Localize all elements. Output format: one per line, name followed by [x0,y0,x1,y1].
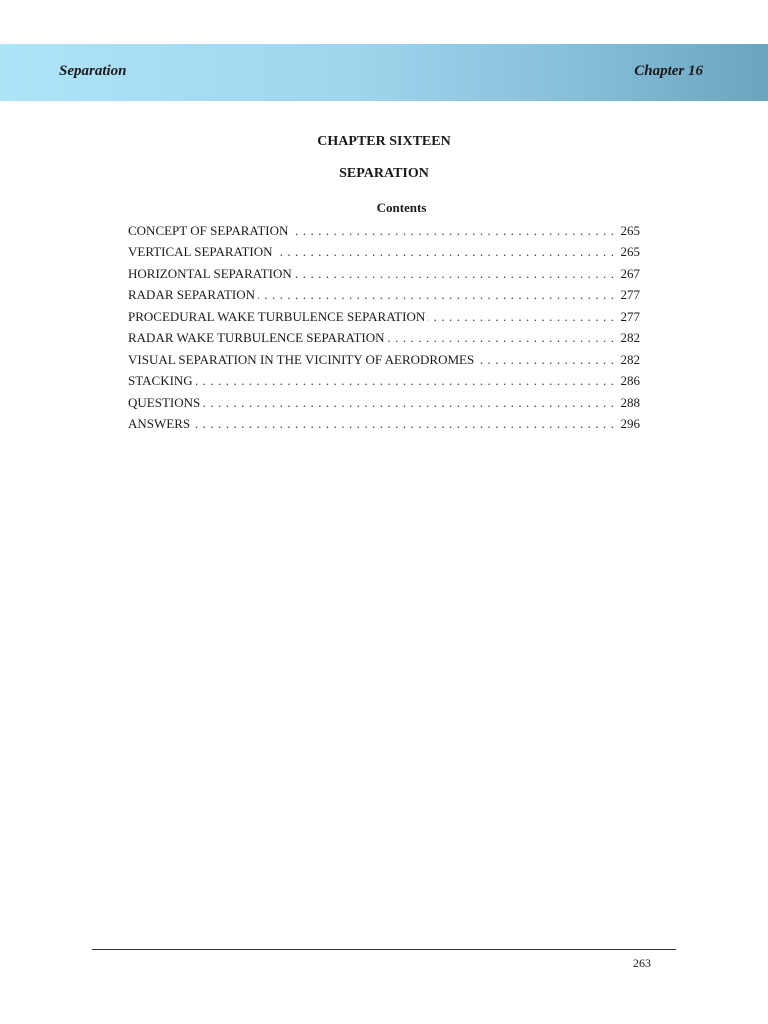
footer-divider [92,949,676,950]
toc-entry-title: VERTICAL SEPARATION [128,244,273,260]
toc-entry-page: 282 [620,351,640,367]
toc-entry-page: 277 [620,287,640,303]
toc-leader-dots [477,352,614,368]
toc-entry[interactable] [128,414,640,436]
toc-entry[interactable] [128,263,640,285]
toc-entry-page: 267 [620,265,640,281]
toc-entry-title: PROCEDURAL WAKE TURBULENCE SEPARATION [128,308,426,324]
toc-entry-page: 265 [620,244,640,260]
toc-entry[interactable] [128,371,640,393]
running-header [0,44,768,101]
toc-entry-page: 277 [620,308,640,324]
toc-leader-dots [428,309,614,325]
running-header-chapter-label: Chapter 16 [634,63,703,79]
table-of-contents [128,220,640,435]
toc-entry-page: 286 [620,373,640,389]
toc-entry-title: RADAR WAKE TURBULENCE SEPARATION [128,330,385,346]
toc-entry-title: CONCEPT OF SEPARATION [128,222,289,238]
toc-entry-page: 296 [620,416,640,432]
toc-entry-title: STACKING [128,373,193,389]
chapter-title: SEPARATION [339,166,429,181]
toc-leader-dots [196,373,614,389]
toc-entry[interactable] [128,220,640,242]
toc-leader-dots [258,287,614,303]
toc-leader-dots [291,223,614,239]
toc-entry[interactable] [128,242,640,264]
toc-leader-dots [203,395,614,411]
toc-entry-title: RADAR SEPARATION [128,287,256,303]
running-header-section-title: Separation [59,63,127,79]
toc-entry-page: 265 [620,222,640,238]
chapter-number-title: CHAPTER SIXTEEN [317,134,451,149]
toc-leader-dots [388,330,614,346]
toc-entry-title: ANSWERS [128,416,191,432]
toc-entry-title: VISUAL SEPARATION IN THE VICINITY OF AERODROMES [128,351,475,367]
toc-leader-dots [295,266,614,282]
toc-entry-page: 282 [620,330,640,346]
toc-entry[interactable] [128,285,640,307]
toc-entry[interactable] [128,328,640,350]
toc-entry-title: QUESTIONS [128,394,201,410]
toc-entry-page: 288 [620,394,640,410]
toc-leader-dots [276,244,614,260]
toc-entry[interactable] [128,392,640,414]
page-number: 263 [633,956,651,970]
contents-heading: Contents [376,200,427,215]
toc-entry[interactable] [128,306,640,328]
toc-entry-title: HORIZONTAL SEPARATION [128,265,292,281]
toc-entry[interactable] [128,349,640,371]
toc-leader-dots [193,416,614,432]
